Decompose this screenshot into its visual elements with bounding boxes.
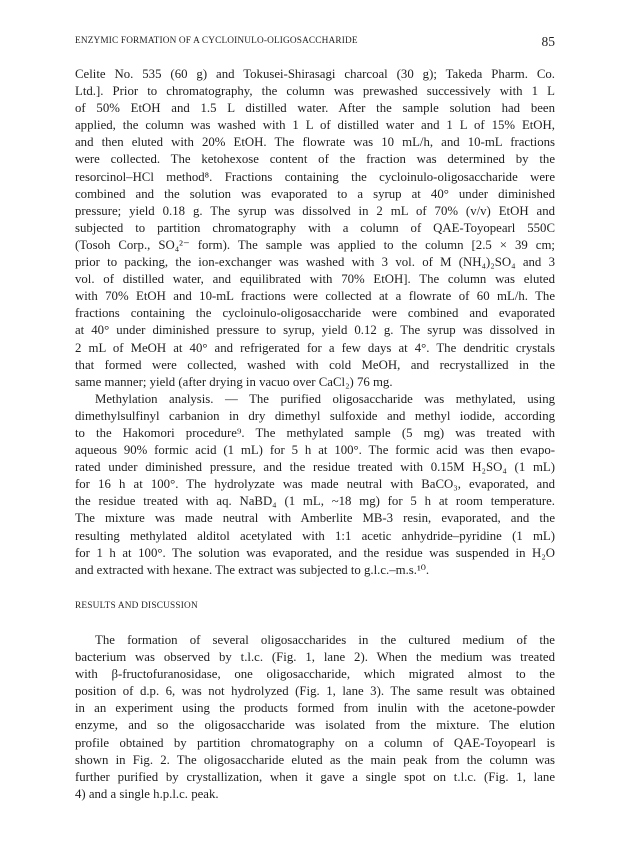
running-header xyxy=(75,36,555,50)
page-number: 85 xyxy=(541,34,555,49)
text-line: The mixture was made neutral with Amberlite MB-3 resin, evaporated, and the xyxy=(75,511,555,526)
text-line: vol. of distilled water, and equilibrated with 70% EtOH]. The column was eluted xyxy=(75,272,555,287)
text-line: in an experiment using the products formed from inulin with the acetone-powder xyxy=(75,701,555,716)
text-line: at 40° under diminished pressure to syrup, yield 0.12 g. The syrup was dissolved in xyxy=(75,323,555,338)
text-line: 4) and a single h.p.l.c. peak. xyxy=(75,786,219,801)
text-line: for 16 h at 100°. The hydrolyzate was made neutral with BaCO₃, evaporated, and xyxy=(75,477,555,492)
section-heading: RESULTS AND DISCUSSION xyxy=(75,601,198,611)
text-line: were collected. The ketohexose content of the fraction was determined by the xyxy=(75,152,555,167)
text-line: The formation of several oligosaccharides in the cultured medium of the xyxy=(95,633,555,647)
text-line: profile obtained by partition chromatography on a column of QAE-Toyopearl is xyxy=(75,735,555,750)
text-line: of 50% EtOH and 1.5 L distilled water. After the sample solution had been xyxy=(75,101,555,116)
text-line: the residue treated with aq. NaBD₄ (1 mL, ~18 mg) for 5 h at room temperature. xyxy=(75,494,555,509)
text-line: (Tosoh Corp., SO₄²⁻ form). The sample was applied to the column [2.5 × 39 cm; xyxy=(75,237,555,252)
text-line: for 1 h at 100°. The solution was evaporated, and the residue was suspended in H₂O xyxy=(75,545,555,560)
text-line: with 70% EtOH and 10-mL fractions were collected at a flowrate of 60 mL/h. The xyxy=(75,289,555,304)
text-line: position of d.p. 6, was not hydrolyzed (Fig. 1, lane 3). The same result was obtained xyxy=(75,684,555,699)
results-text xyxy=(75,632,555,803)
text-line: rated under diminished pressure, and the residue treated with 0.15M H₂SO₄ (1 mL) xyxy=(75,460,555,475)
results-paragraph xyxy=(75,632,555,803)
text-line: that formed were collected, washed with cold MeOH, and recrystallized in the xyxy=(75,357,555,372)
text-line: with β-fructofuranosidase, one oligosaccharide, which migrated almost to the xyxy=(75,667,555,682)
text-line: fractions containing the cycloinulo-oligosaccharide were combined and evaporated xyxy=(75,306,555,321)
text-line: applied, the column was washed with 1 L of distilled water and 1 L of 15% EtOH, xyxy=(75,118,555,133)
text-line: pressure; yield 0.18 g. The syrup was dissolved in 2 mL of 70% (v/v) EtOH and xyxy=(75,203,555,218)
text-line: resulting methylated alditol acetylated with 1:1 acetic anhydride–pyridine (1 mL) xyxy=(75,528,555,543)
text-line: same manner; yield (after drying in vacuo over CaCl₂) 76 mg. xyxy=(75,374,393,389)
text-line: combined and the solution was evaporated to a syrup at 40° under diminished xyxy=(75,186,555,201)
text-line: and extracted with hexane. The extract was subjected to g.l.c.–m.s.¹⁰. xyxy=(75,562,430,577)
text-line: Celite No. 535 (60 g) and Tokusei-Shirasagi charcoal (30 g); Takeda Pharm. Co. xyxy=(75,67,555,81)
methylation-paragraph xyxy=(75,391,555,579)
text-line: prior to packing, the ion-exchanger was washed with 3 vol. of M (NH₄)₂SO₄ and 3 xyxy=(75,255,555,270)
text-line: dimethylsulfinyl carbanion in dry dimethyl sulfoxide and methyl iodide, according xyxy=(75,408,555,423)
text-line: resorcinol–HCl method⁸. Fractions containing the cycloinulo-oligosaccharide were xyxy=(75,169,555,184)
text-line: subjected to partition chromatography with a column of QAE-Toyopearl 550C xyxy=(75,220,555,235)
text-line: 2 mL of MeOH at 40° and refrigerated for a few days at 4°. The dendritic crystals xyxy=(75,340,555,355)
text-line: and then eluted with 20% EtOH. The flowrate was 10 mL/h, and 10-mL fractions xyxy=(75,135,555,150)
text-line: to the Hakomori procedure⁹. The methylated sample (5 mg) was treated with xyxy=(75,425,555,440)
text-line: aqueous 90% formic acid (1 mL) for 5 h at 100°. The formic acid was then evapo- xyxy=(75,443,555,458)
text-line: further purified by crystallization, when it gave a single spot on t.l.c. (Fig. 1, lane xyxy=(75,769,555,784)
text-line: Ltd.]. Prior to chromatography, the column was prewashed successively with 1 L xyxy=(75,84,555,99)
methods-paragraph xyxy=(75,66,555,391)
running-title: ENZYMIC FORMATION OF A CYCLOINULO-OLIGOSACCHARIDE xyxy=(75,36,358,46)
text-line: Methylation analysis. — The purified oligosaccharide was methylated, using xyxy=(95,391,555,406)
text-line: bacterium was observed by t.l.c. (Fig. 1, lane 2). When the medium was treated xyxy=(75,650,555,665)
text-line: enzyme, and so the oligosaccharide was isolated from the mixture. The elution xyxy=(75,718,555,733)
methods-text xyxy=(75,66,555,579)
text-line: shown in Fig. 2. The oligosaccharide eluted as the main peak from the column was xyxy=(75,752,555,767)
